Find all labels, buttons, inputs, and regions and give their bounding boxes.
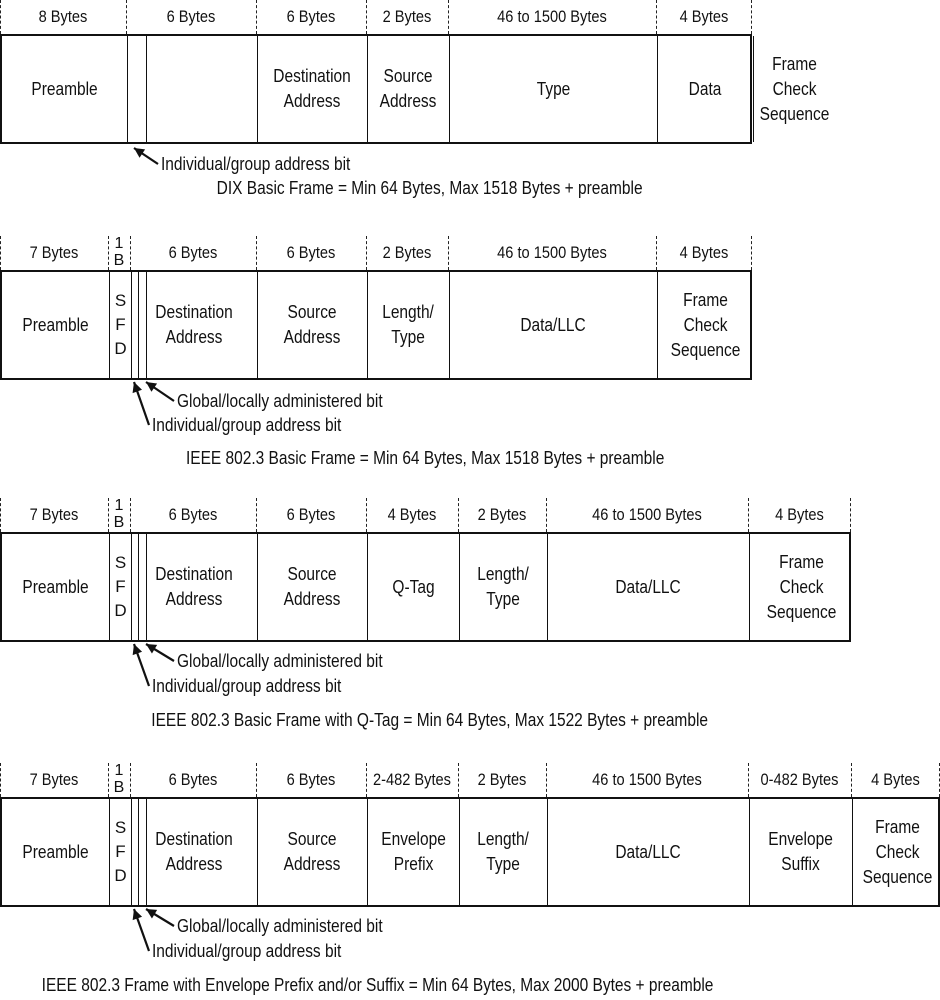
field-label: S F D [114, 291, 127, 358]
field-label: Frame Check Sequence [766, 551, 837, 622]
field-label: Destination Address [155, 302, 234, 347]
byte-size-label: 2 Bytes [477, 770, 527, 789]
byte-size-label: 46 to 1500 Bytes [592, 505, 702, 524]
caption-text: IEEE 802.3 Frame with Envelope Prefix and/or Suffix = Min 64 Bytes, Max 2000 Bytes + preamble [42, 975, 714, 995]
annotation-label: Individual/group address bit [152, 415, 342, 435]
field-label: Data [689, 78, 722, 99]
field-label: Preamble [22, 841, 89, 862]
field-label: Destination Address [155, 829, 234, 874]
caption-text: IEEE 802.3 Basic Frame = Min 64 Bytes, Max 1518 Bytes + preamble [185, 448, 665, 468]
byte-size-label: 2 Bytes [382, 7, 432, 26]
field-label: Length/ Type [477, 564, 530, 609]
annotation-label: Global/locally administered bit [177, 916, 383, 936]
field-label: Destination Address [273, 66, 352, 111]
annotation-arrow [133, 909, 149, 951]
field-label: Destination Address [155, 564, 234, 609]
field-label: Source Address [284, 829, 341, 874]
byte-size-label: 0-482 Bytes [760, 770, 839, 789]
byte-size-label: 6 Bytes [286, 243, 336, 262]
field-label: Envelope Prefix [381, 829, 446, 874]
field-label: Type [536, 78, 571, 99]
field-label: Frame Check Sequence [671, 289, 741, 360]
field-label: S F D [114, 553, 127, 620]
field-label: Preamble [22, 314, 89, 335]
field-label: Data/LLC [615, 841, 682, 862]
field-label: Frame Check Sequence [759, 53, 830, 124]
field-label: Envelope Suffix [768, 829, 834, 874]
byte-size-label: 7 Bytes [29, 505, 79, 524]
annotation-label: Individual/group address bit [152, 941, 342, 961]
caption-text: IEEE 802.3 Basic Frame with Q-Tag = Min 64 Bytes, Max 1522 Bytes + preamble [151, 710, 709, 730]
frame-caption [0, 975, 848, 996]
byte-size-label: 1 B [113, 762, 125, 796]
field-label: Length/ Type [477, 829, 530, 874]
byte-size-label: 8 Bytes [38, 7, 88, 26]
byte-size-label: 4 Bytes [679, 243, 729, 262]
byte-size-label: 2 Bytes [477, 505, 527, 524]
byte-size-label: 7 Bytes [29, 770, 79, 789]
byte-size-label: 6 Bytes [286, 7, 336, 26]
byte-size-label: 6 Bytes [168, 243, 218, 262]
field-label: S F D [114, 818, 127, 885]
byte-size-label: 6 Bytes [286, 505, 336, 524]
byte-size-label: 46 to 1500 Bytes [497, 243, 607, 262]
annotation-label: Global/locally administered bit [177, 391, 383, 411]
field-label: Source Address [284, 564, 341, 609]
byte-size-label: 4 Bytes [871, 770, 920, 789]
byte-size-label: 6 Bytes [286, 770, 336, 789]
field-label: Q-Tag [392, 576, 435, 597]
byte-size-label: 1 B [113, 235, 125, 269]
byte-size-label: 4 Bytes [387, 505, 437, 524]
field-label: Preamble [31, 78, 98, 99]
byte-size-label: 2 Bytes [382, 243, 432, 262]
caption-text: DIX Basic Frame = Min 64 Bytes, Max 1518 Bytes + preamble [217, 178, 643, 198]
byte-size-label: 46 to 1500 Bytes [592, 770, 702, 789]
field-label: Length/ Type [382, 302, 435, 347]
byte-size-label: 4 Bytes [775, 505, 824, 524]
field-label: Source Address [380, 66, 437, 111]
byte-size-label: 7 Bytes [29, 243, 79, 262]
annotation-label: Global/locally administered bit [177, 651, 383, 671]
byte-size-label: 6 Bytes [168, 505, 218, 524]
byte-size-label: 6 Bytes [166, 7, 216, 26]
annotation-label: Individual/group address bit [152, 676, 342, 696]
field-label: Preamble [22, 576, 89, 597]
annotation-arrow [146, 909, 174, 926]
byte-size-label: 2-482 Bytes [372, 770, 452, 789]
byte-size-label: 6 Bytes [168, 770, 218, 789]
byte-size-label: 1 B [113, 497, 125, 531]
field-label: Data/LLC [615, 576, 682, 597]
field-label: Frame Check Sequence [862, 816, 933, 887]
field-label: Source Address [284, 302, 341, 347]
annotation-label: Individual/group address bit [161, 154, 351, 174]
field-label: Data/LLC [520, 314, 587, 335]
byte-size-label: 46 to 1500 Bytes [497, 7, 607, 26]
byte-size-label: 4 Bytes [679, 7, 729, 26]
